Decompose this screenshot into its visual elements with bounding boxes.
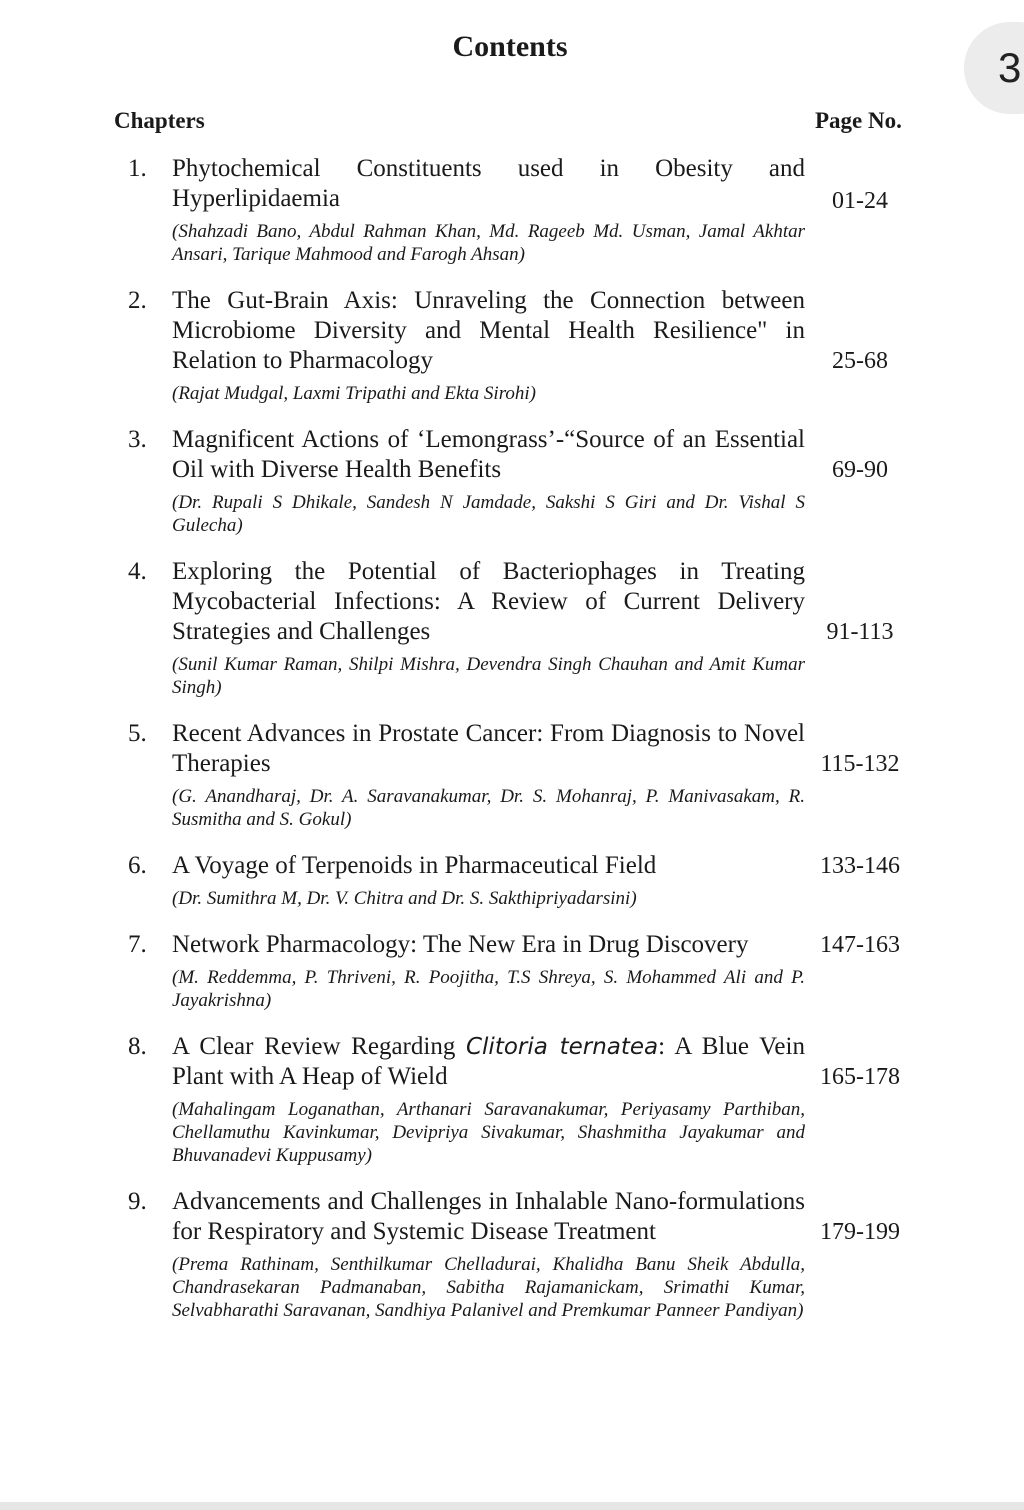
entry-authors: (Shahzadi Bano, Abdul Rahman Khan, Md. Rageeb Md. Usman, Jamal Akhtar Ansari, Tarique Mahmood and Farogh Ahsan) (172, 221, 805, 265)
entry-number: 8. (128, 1033, 147, 1060)
toc-entry-7[interactable] (0, 930, 1024, 1012)
entry-authors: (Dr. Rupali S Dhikale, Sandesh N Jamdade, Sakshi S Giri and Dr. Vishal S Gulecha) (172, 492, 805, 536)
entry-pages: 91-113 (826, 619, 894, 645)
entry-pages: 69-90 (832, 457, 888, 483)
entry-number: 7. (128, 931, 147, 958)
page-title: Contents (452, 30, 568, 63)
entry-number: 9. (128, 1188, 147, 1215)
page-number-badge: 3 (964, 22, 1024, 114)
bottom-edge (0, 1502, 1024, 1510)
entry-title: Exploring the Potential of Bacteriophages in Treating Mycobacterial Infections: A Review of Current Delivery Strategies and Challenges (172, 558, 805, 645)
entry-authors: (G. Anandharaj, Dr. A. Saravanakumar, Dr. S. Mohanraj, P. Manivasakam, R. Susmitha and S. Gokul) (172, 786, 805, 830)
toc-entry-2[interactable] (0, 286, 1024, 405)
entry-title: Recent Advances in Prostate Cancer: From Diagnosis to Novel Therapies (172, 720, 805, 777)
entry-title (172, 1032, 805, 1092)
entry-pages: 179-199 (820, 1219, 900, 1245)
entry-authors: (Mahalingam Loganathan, Arthanari Saravanakumar, Periyasamy Parthiban, Chellamuthu Kavinkumar, Devipriya Sivakumar, Shashmitha Jayakumar and Bhuvanadevi Kuppusamy) (172, 1099, 805, 1166)
entry-title: Magnificent Actions of ‘Lemongrass’-“Source of an Essential Oil with Diverse Health Benefits (172, 426, 805, 483)
entry-title: Advancements and Challenges in Inhalable Nano-formulations for Respiratory and Systemic Disease Treatment (172, 1188, 805, 1245)
toc-entry-8[interactable] (0, 1032, 1024, 1167)
entry-title-post: : A Blue Vein Plant with A Heap of Wield (172, 1033, 805, 1090)
toc-entry-9[interactable] (0, 1187, 1024, 1322)
toc-entry-4[interactable] (0, 557, 1024, 699)
entry-pages: 133-146 (820, 853, 900, 879)
entry-title: Network Pharmacology: The New Era in Drug Discovery (172, 931, 749, 958)
entry-number: 4. (128, 558, 147, 585)
toc-entry-1[interactable] (0, 154, 1024, 266)
entry-authors: (M. Reddemma, P. Thriveni, R. Poojitha, T.S Shreya, S. Mohammed Ali and P. Jayakrishna) (172, 967, 805, 1011)
entry-pages: 115-132 (820, 751, 900, 777)
entry-authors: (Dr. Sumithra M, Dr. V. Chitra and Dr. S. Sakthipriyadarsini) (172, 888, 637, 909)
entry-title: Phytochemical Constituents used in Obesity and Hyperlipidaemia (172, 155, 805, 212)
entry-pages: 01-24 (832, 188, 888, 214)
entry-authors: (Sunil Kumar Raman, Shilpi Mishra, Devendra Singh Chauhan and Amit Kumar Singh) (172, 654, 805, 698)
chapters-header: Chapters (114, 108, 205, 133)
entry-number: 3. (128, 426, 147, 453)
entry-number: 1. (128, 155, 147, 182)
entry-pages: 147-163 (820, 932, 900, 958)
page-no-header: Page No. (815, 108, 902, 133)
toc-entry-6[interactable] (0, 851, 1024, 910)
entry-title-pre: A Clear Review Regarding (172, 1033, 466, 1060)
entry-number: 5. (128, 720, 147, 747)
entry-number: 6. (128, 852, 147, 879)
entry-pages: 165-178 (820, 1064, 900, 1090)
entry-number: 2. (128, 287, 147, 314)
entry-title: A Voyage of Terpenoids in Pharmaceutical Field (172, 852, 657, 879)
toc-entry-3[interactable] (0, 425, 1024, 537)
entry-authors: (Prema Rathinam, Senthilkumar Chelladurai, Khalidha Banu Sheik Abdulla, Chandrasekaran Padmanaban, Sabitha Rajamanickam, Srimathi Kumar, Selvabharathi Saravanan, Sandhiya Palanivel and Premkumar Panneer Pandiyan) (172, 1254, 805, 1321)
entry-title: The Gut-Brain Axis: Unraveling the Connection between Microbiome Diversity and Mental Health Resilience" in Relation to Pharmacology (172, 287, 805, 374)
entry-title-species: Clitoria ternatea (465, 1034, 659, 1060)
entry-authors: (Rajat Mudgal, Laxmi Tripathi and Ekta Sirohi) (172, 383, 536, 404)
contents-list (0, 154, 1024, 1322)
entry-pages: 25-68 (832, 348, 888, 374)
toc-entry-5[interactable] (0, 719, 1024, 831)
